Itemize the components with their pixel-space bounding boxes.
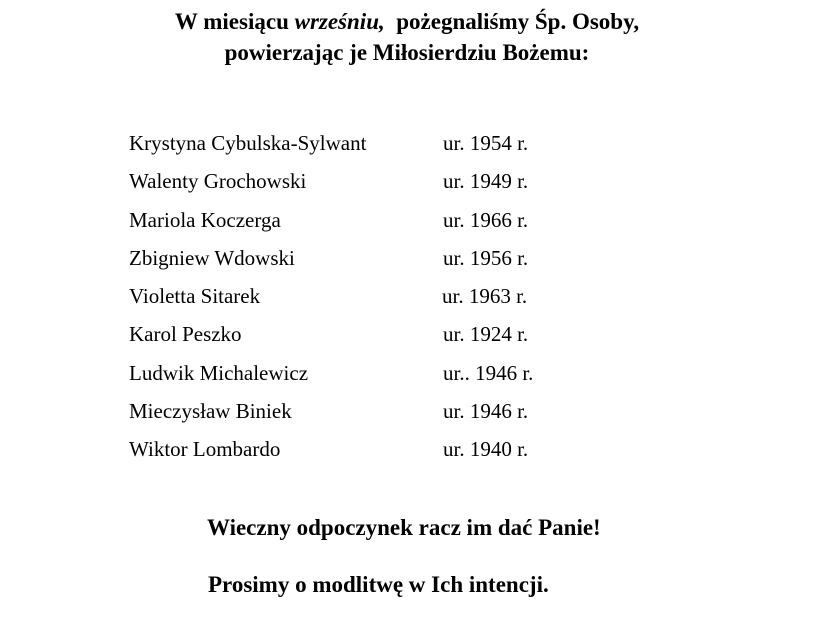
list-item — [129, 243, 649, 281]
list-item — [129, 128, 649, 166]
closing-prayer: Wieczny odpoczynek racz im dać Panie! — [207, 515, 601, 540]
list-item — [129, 166, 649, 204]
list-item — [129, 358, 649, 396]
birth-year: ur. 1963 r. — [442, 284, 528, 309]
prayer-request: Prosimy o modlitwę w Ich intencji. — [208, 572, 549, 597]
birth-year: ur. 1954 r. — [443, 131, 529, 155]
deceased-name: Mieczysław Biniek — [129, 399, 292, 424]
deceased-name: Zbigniew Wdowski — [129, 245, 295, 270]
heading-text-end: pożegnaliśmy Śp. Osoby, — [384, 9, 640, 34]
birth-year: ur.. 1946 r. — [443, 360, 534, 385]
deceased-name: Wiktor Lombardo — [129, 437, 281, 462]
deceased-name: Karol Peszko — [129, 322, 242, 347]
list-item — [129, 319, 649, 357]
list-item — [129, 205, 649, 243]
list-item — [129, 434, 649, 472]
deceased-list — [129, 128, 649, 473]
birth-year: ur. 1956 r. — [443, 245, 529, 270]
heading-line-1 — [0, 8, 820, 36]
list-item — [129, 396, 649, 434]
birth-year: ur. 1949 r. — [443, 169, 529, 194]
deceased-name: Mariola Koczerga — [129, 207, 281, 232]
deceased-name: Violetta Sitarek — [129, 284, 261, 309]
birth-year: ur. 1940 r. — [443, 437, 529, 462]
list-item — [129, 281, 649, 319]
birth-year: ur. 1966 r. — [443, 207, 529, 232]
deceased-name: Ludwik Michalewicz — [129, 360, 309, 385]
heading-month: wrześniu, — [294, 9, 385, 34]
deceased-name: Krystyna Cybulska-Sylwant — [129, 131, 367, 155]
heading-line-2: powierzając je Miłosierdziu Bożemu: — [224, 40, 590, 65]
birth-year: ur. 1924 r. — [443, 322, 529, 347]
deceased-name: Walenty Grochowski — [129, 169, 307, 194]
birth-year: ur. 1946 r. — [443, 399, 529, 424]
heading-text-start: W miesiącu — [174, 9, 295, 34]
